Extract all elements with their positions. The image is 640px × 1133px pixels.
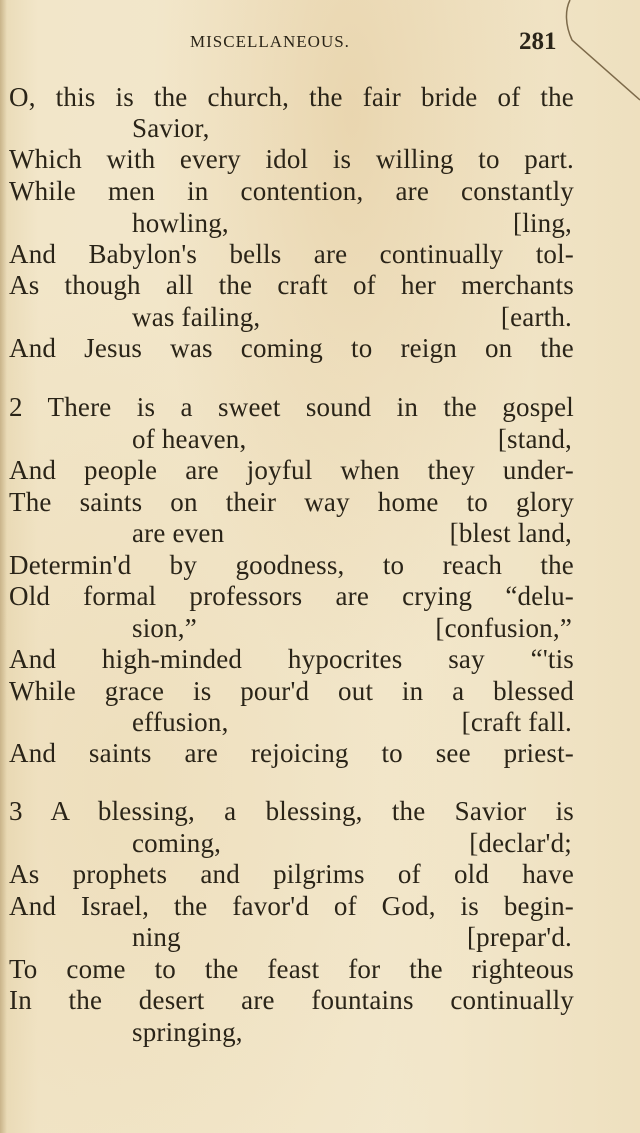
text-line: sion,” [confusion,” [132,613,572,643]
text-line: And high-minded hypocrites say “'tis [9,644,574,674]
text-line: of heaven, [stand, [132,424,572,454]
text-line: effusion, [craft fall. [132,707,572,737]
running-head: MISCELLANEOUS. [190,32,350,51]
turnover-fragment: [confusion,” [435,613,572,643]
text-line: While men in contention, are constantly [9,176,574,206]
text-line: As though all the craft of her merchants [9,270,574,300]
text-line: was failing, [earth. [132,302,572,332]
turnover-fragment: [prepar'd. [466,922,572,952]
text-line: The saints on their way home to glory [9,487,574,517]
text-line: are even [blest land, [132,518,572,548]
text-line: howling, [ling, [132,208,572,238]
text-line: To come to the feast for the righteous [9,954,574,984]
turnover-fragment: [ling, [513,208,572,238]
turnover-fragment: [declar'd; [469,828,572,858]
text-line: And Babylon's bells are continually tol- [9,239,574,269]
text-line: And saints are rejoicing to see priest- [9,738,574,768]
verse-start-line: 2 There is a sweet sound in the gospel [9,392,574,422]
page-number: 281 [519,28,557,55]
page-gutter-shadow [0,0,7,1133]
text-line: And Israel, the favor'd of God, is begin- [9,891,574,921]
text-line: Which with every idol is willing to part. [9,144,574,174]
text-line: And Jesus was coming to reign on the [9,333,574,363]
turnover-fragment: [craft fall. [461,707,572,737]
text-line: As prophets and pilgrims of old have [9,859,574,889]
text-line: Savior, [132,113,210,143]
text-line: In the desert are fountains continually [9,985,574,1015]
text-line: Determin'd by goodness, to reach the [9,550,574,580]
turnover-fragment: [stand, [497,424,572,454]
turnover-fragment: [earth. [500,302,572,332]
text-line: And people are joyful when they under- [9,455,574,485]
text-line: springing, [132,1017,243,1047]
text-line: O, this is the church, the fair bride of the [9,82,574,112]
verse-start-line: 3 A blessing, a blessing, the Savior is [9,796,574,826]
text-line: coming, [declar'd; [132,828,572,858]
text-line: While grace is pour'd out in a blessed [9,676,574,706]
text-line: ning [prepar'd. [132,922,572,952]
turnover-fragment: [blest land, [449,518,572,548]
text-line: Old formal professors are crying “delu- [9,581,574,611]
page-header [0,28,640,58]
